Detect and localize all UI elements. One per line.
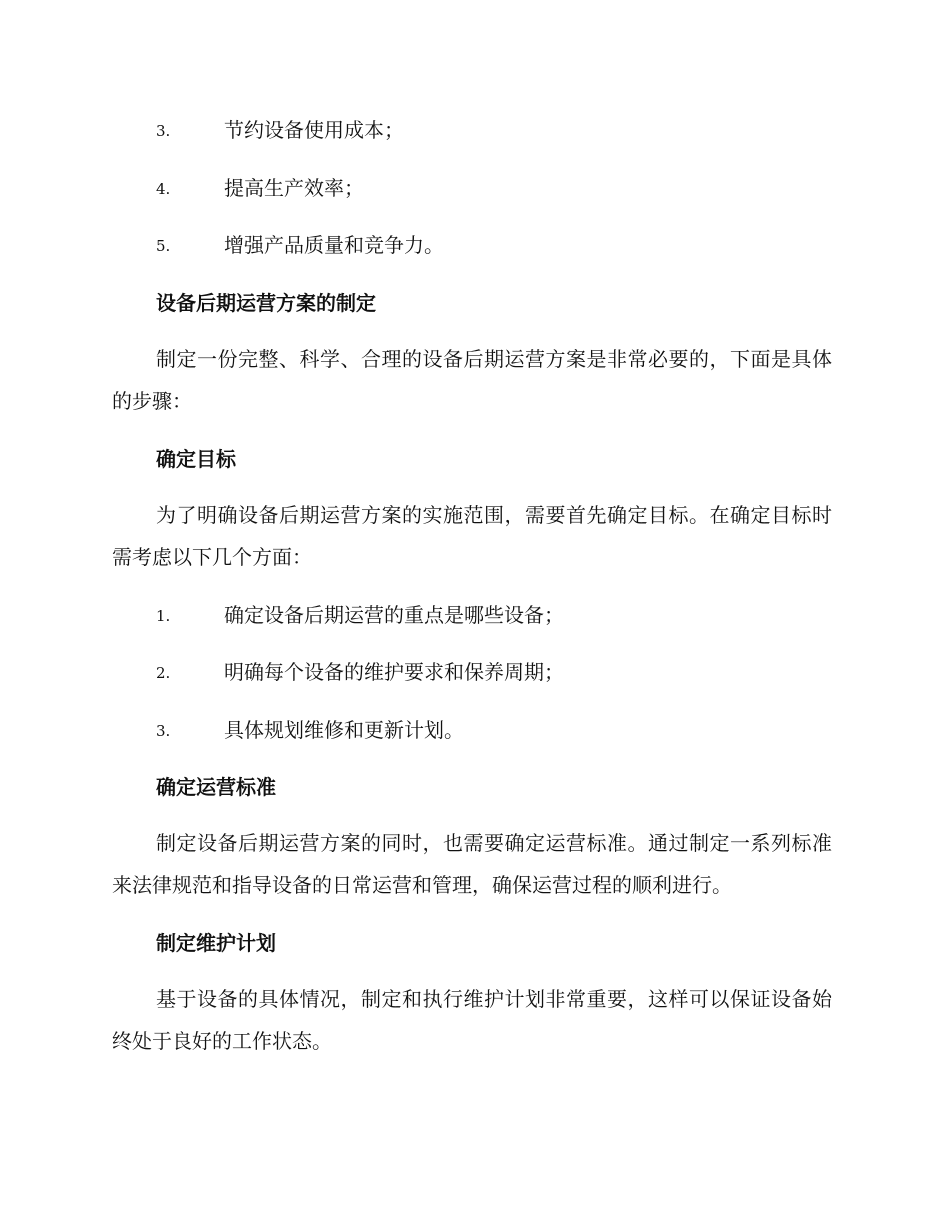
section-paragraph: 基于设备的具体情况，制定和执行维护计划非常重要，这样可以保证设备始终处于良好的工作状态。 bbox=[112, 987, 832, 1053]
list-number: 5. bbox=[156, 237, 171, 255]
section-paragraph: 制定一份完整、科学、合理的设备后期运营方案是非常必要的，下面是具体的步骤： bbox=[112, 346, 832, 413]
list-text: 明确每个设备的维护要求和保养周期； bbox=[224, 660, 564, 684]
list-number: 1. bbox=[156, 606, 171, 625]
list-a bbox=[112, 108, 832, 281]
list-text: 增强产品质量和竞争力。 bbox=[224, 233, 444, 257]
section-paragraph: 为了明确设备后期运营方案的实施范围，需要首先确定目标。在确定目标时需考虑以下几个方面： bbox=[112, 502, 832, 569]
list-text: 提高生产效率； bbox=[224, 175, 364, 200]
list-number: 3. bbox=[156, 122, 171, 140]
list-text: 节约设备使用成本； bbox=[224, 118, 404, 142]
list-b bbox=[112, 593, 832, 766]
document-body bbox=[112, 108, 832, 1077]
list-number: 3. bbox=[156, 721, 171, 740]
list-item bbox=[112, 593, 832, 651]
list-item bbox=[112, 108, 832, 166]
section-heading: 确定运营标准 bbox=[156, 775, 276, 799]
list-text: 确定设备后期运营的重点是哪些设备； bbox=[224, 602, 564, 627]
list-text: 具体规划维修和更新计划。 bbox=[224, 717, 464, 742]
section-heading: 确定目标 bbox=[156, 446, 236, 471]
list-item bbox=[112, 166, 832, 224]
section-heading: 制定维护计划 bbox=[156, 931, 276, 955]
list-number: 2. bbox=[156, 664, 171, 682]
list-item bbox=[112, 708, 832, 766]
list-item bbox=[112, 650, 832, 708]
section-heading: 设备后期运营方案的制定 bbox=[156, 290, 376, 315]
list-item bbox=[112, 223, 832, 281]
list-number: 4. bbox=[156, 179, 171, 198]
section-paragraph: 制定设备后期运营方案的同时，也需要确定运营标准。通过制定一系列标准来法律规范和指导设备的日常运营和管理，确保运营过程的顺利进行。 bbox=[112, 831, 832, 897]
